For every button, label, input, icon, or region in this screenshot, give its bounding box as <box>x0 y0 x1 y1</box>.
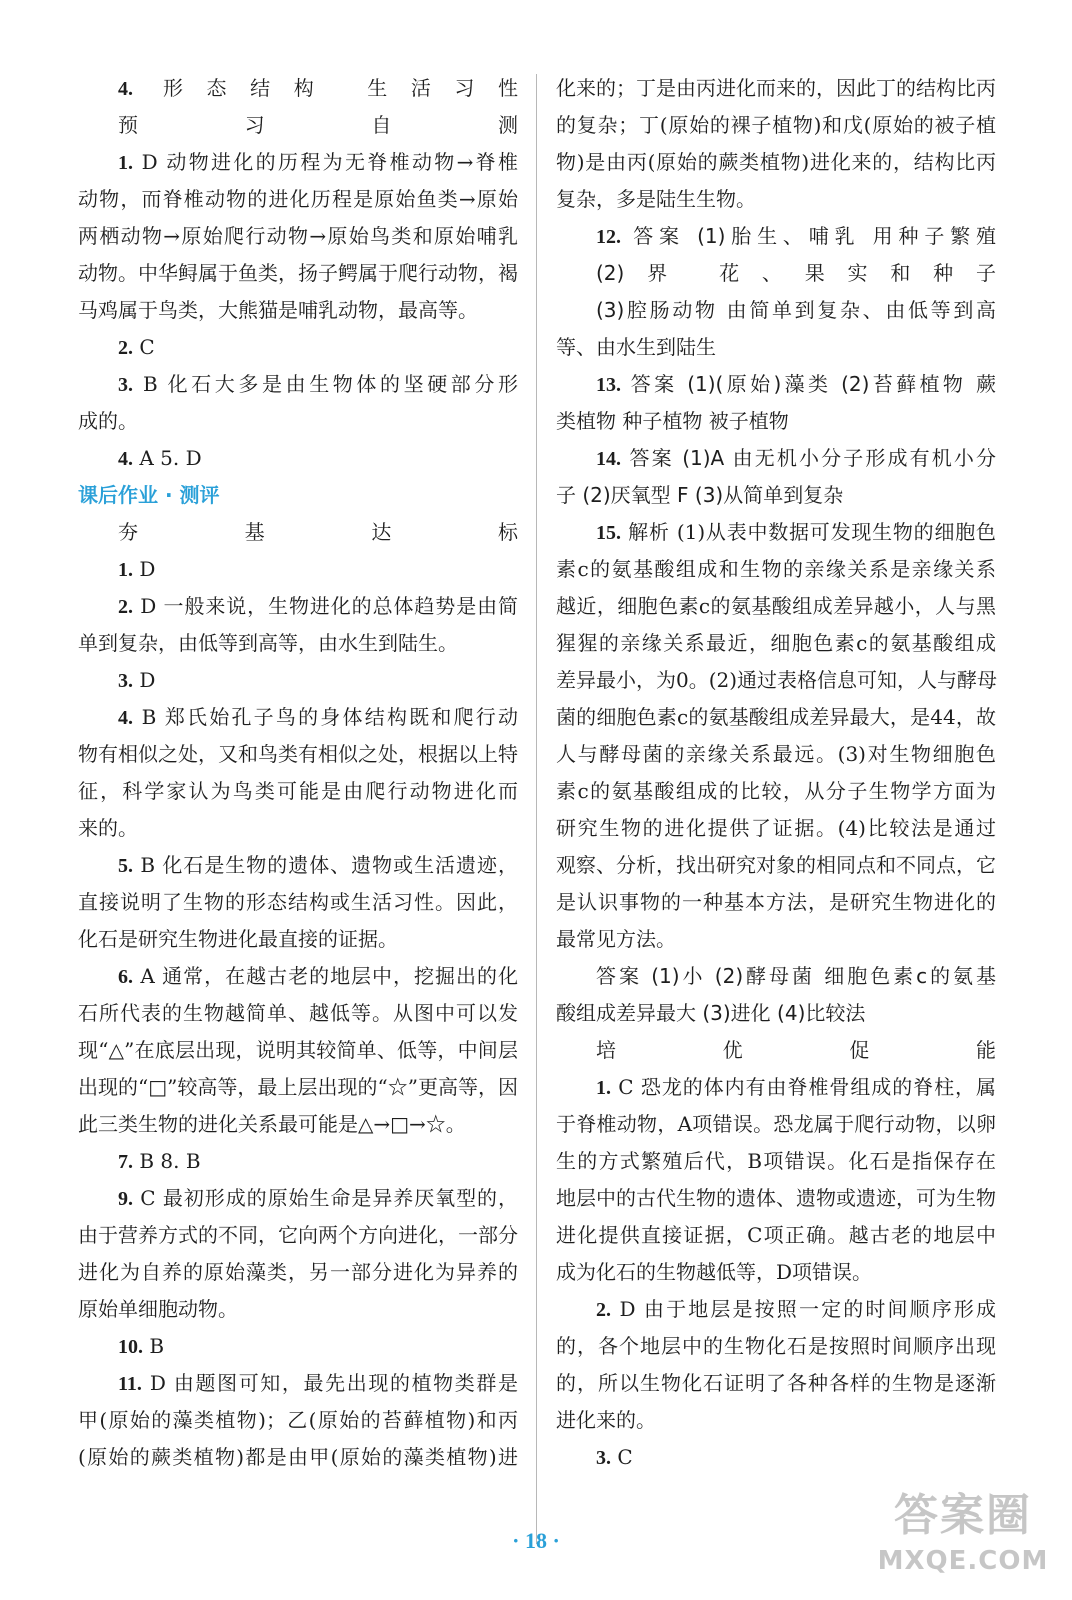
text-line <box>78 1328 518 1365</box>
text-line <box>78 810 518 847</box>
text-line <box>78 1402 518 1439</box>
line-text: 出现的“□”较高等，最上层出现的“☆”更高等，因 <box>78 1075 518 1099</box>
question-number: 6. <box>118 966 133 988</box>
question-number: 5. <box>118 855 133 877</box>
line-text: 进化来的。 <box>556 1408 656 1432</box>
line-text: 解析 (1)从表中数据可发现生物的细胞色 <box>621 520 996 544</box>
text-line <box>78 1143 518 1180</box>
line-text: 化来的；丁是由丙进化而来的，因此丁的结构比丙 <box>556 76 996 100</box>
line-text: 物有相似之处，又和鸟类有相似之处，根据以上特 <box>78 742 518 766</box>
subheading-line <box>556 477 996 514</box>
text-line <box>78 662 518 699</box>
line-text: 直接说明了生物的形态结构或生活习性。因此， <box>78 890 518 914</box>
line-text: 原始单细胞动物。 <box>78 1297 238 1321</box>
text-line <box>556 921 996 958</box>
line-text: 征，科学家认为鸟类可能是由爬行动物进化而 <box>78 779 518 803</box>
question-number: 10. <box>118 1336 143 1358</box>
line-text: 答案 (1)小 (2)酵母菌 细胞色素c的氨基 <box>596 964 996 988</box>
line-text: 是认识事物的一种基本方法，是研究生物进化的 <box>556 890 996 914</box>
text-line <box>78 921 518 958</box>
line-text: B 郑氏始孔子鸟的身体结构既和爬行动 <box>133 705 518 729</box>
line-text: 进化提供直接证据，C项正确。越古老的地层中 <box>556 1223 996 1247</box>
question-number: 3. <box>118 670 133 692</box>
text-line <box>556 1365 996 1402</box>
line-text: 最常见方法。 <box>556 927 676 951</box>
text-line <box>78 588 518 625</box>
question-number: 14. <box>596 448 621 470</box>
text-line <box>556 625 996 662</box>
line-text: 答案 (1)胎生、哺乳 用种子繁殖 <box>621 224 996 248</box>
line-text: 现“△”在底层出现，说明其较简单、低等，中间层 <box>78 1038 518 1062</box>
watermark-logo <box>868 1488 1058 1588</box>
line-text: 菌的细胞色素c的氨基酸组成差异最大，是44，故 <box>556 705 996 729</box>
line-text: 酸组成差异最大 (3)进化 (4)比较法 <box>556 1001 866 1025</box>
subheading-line <box>556 1032 996 1069</box>
text-line <box>78 1217 518 1254</box>
text-line <box>78 440 518 477</box>
line-text: C <box>133 335 155 359</box>
text-line <box>556 181 996 218</box>
line-text: D 动物进化的历程为无脊椎动物→脊椎 <box>133 150 518 174</box>
question-number: 11. <box>118 1373 142 1395</box>
question-number: 15. <box>596 522 621 544</box>
text-line <box>556 144 996 181</box>
text-line <box>78 625 518 662</box>
question-number: 9. <box>118 1188 133 1210</box>
subheading-line <box>78 514 518 551</box>
question-number: 12. <box>596 226 621 248</box>
text-line <box>556 847 996 884</box>
line-text: A 5. D <box>133 446 202 470</box>
text-line <box>78 1439 518 1476</box>
text-line <box>556 1143 996 1180</box>
text-line <box>556 1291 996 1328</box>
text-line <box>78 773 518 810</box>
text-line <box>556 1254 996 1291</box>
text-line <box>78 292 518 329</box>
line-text: 由于营养方式的不同，它向两个方向进化，一部分 <box>78 1223 518 1247</box>
text-line <box>78 1032 518 1069</box>
line-text: 动物，而脊椎动物的进化历程是原始鱼类→原始 <box>78 187 518 211</box>
text-line <box>78 181 518 218</box>
line-text: 素c的氨基酸组成和生物的亲缘关系是亲缘关系 <box>556 557 996 581</box>
line-text: 类植物 种子植物 被子植物 <box>556 409 789 433</box>
line-text: 于脊椎动物，A项错误。恐龙属于爬行动物，以卵 <box>556 1112 996 1136</box>
text-line <box>78 1254 518 1291</box>
subheading-line <box>556 403 996 440</box>
line-text: A 通常，在越古老的地层中，挖掘出的化 <box>133 964 518 988</box>
line-text: 形态结构 生活习性 <box>133 76 518 100</box>
text-line <box>78 218 518 255</box>
watermark-url: MXQE.COM <box>877 1546 1049 1576</box>
text-line <box>556 107 996 144</box>
question-number: 7. <box>118 1151 133 1173</box>
text-line <box>78 144 518 181</box>
text-line <box>556 810 996 847</box>
text-line <box>78 1106 518 1143</box>
text-line <box>556 1106 996 1143</box>
subheading-line <box>78 70 518 107</box>
question-number: 3. <box>118 374 133 396</box>
line-text: 物)是由丙(原始的蕨类植物)进化来的，结构比丙 <box>556 150 996 174</box>
line-text: (原始的蕨类植物)都是由甲(原始的藻类植物)进 <box>78 1445 518 1469</box>
subheading-line <box>556 218 996 255</box>
question-number: 1. <box>118 559 133 581</box>
text-line <box>78 1069 518 1106</box>
line-text: 单到复杂，由低等到高等，由水生到陆生。 <box>78 631 458 655</box>
line-text: 来的。 <box>78 816 138 840</box>
line-text: 化石是研究生物进化最直接的证据。 <box>78 927 398 951</box>
subheading-line <box>556 255 996 292</box>
line-text: D 由于地层是按照一定的时间顺序形成 <box>611 1297 996 1321</box>
line-text: D 一般来说，生物进化的总体趋势是由简 <box>133 594 518 618</box>
line-text: 生的方式繁殖后代，B项错误。化石是指保存在 <box>556 1149 996 1173</box>
page-number: · 18 · <box>512 1528 560 1553</box>
question-number: 3. <box>596 1447 611 1469</box>
text-line <box>78 995 518 1032</box>
line-text: D <box>133 557 156 581</box>
line-text: C 最初形成的原始生命是异养厌氧型的， <box>133 1186 518 1210</box>
question-number: 4. <box>118 707 133 729</box>
text-line <box>556 514 996 551</box>
line-text: 研究生物的进化提供了证据。(4)比较法是通过 <box>556 816 996 840</box>
line-text: 成的。 <box>78 409 138 433</box>
line-text: 甲(原始的藻类植物)；乙(原始的苔藓植物)和丙 <box>78 1408 518 1432</box>
question-number: 2. <box>118 337 133 359</box>
line-text: 预习自测 <box>118 113 518 137</box>
subheading-line <box>556 995 996 1032</box>
line-text: 两栖动物→原始爬行动物→原始鸟类和原始哺乳 <box>78 224 518 248</box>
text-line <box>556 884 996 921</box>
text-line <box>556 1069 996 1106</box>
text-line <box>556 1402 996 1439</box>
line-text: 观察、分析，找出研究对象的相同点和不同点，它 <box>556 853 996 877</box>
text-line <box>78 699 518 736</box>
text-line <box>78 255 518 292</box>
text-line <box>78 1291 518 1328</box>
line-text: C 恐龙的体内有由脊椎骨组成的脊柱，属 <box>611 1075 996 1099</box>
line-text: B <box>143 1334 165 1358</box>
line-text: C <box>611 1445 633 1469</box>
line-text: 地层中的古代生物的遗体、遗物或遗迹，可为生物 <box>556 1186 996 1210</box>
subheading-line <box>556 440 996 477</box>
line-text: 的复杂；丁(原始的裸子植物)和戊(原始的被子植 <box>556 113 996 137</box>
text-line <box>78 884 518 921</box>
text-line <box>556 1328 996 1365</box>
text-line <box>556 1439 996 1476</box>
line-text: 差异最小，为0。(2)通过表格信息可知，人与酵母 <box>556 668 998 692</box>
column-divider <box>536 74 537 1544</box>
text-line <box>556 699 996 736</box>
text-line <box>78 329 518 366</box>
subheading-line <box>556 366 996 403</box>
watermark-mark: 答案圈 <box>894 1490 1032 1541</box>
text-line <box>556 551 996 588</box>
text-line <box>78 958 518 995</box>
section-heading <box>78 477 518 514</box>
line-text: 此三类生物的进化关系最可能是△→□→☆。 <box>78 1112 466 1136</box>
text-line <box>556 773 996 810</box>
question-number: 2. <box>118 596 133 618</box>
subheading-line <box>556 292 996 329</box>
line-text: 素c的氨基酸组成的比较，从分子生物学方面为 <box>556 779 996 803</box>
line-text: 人与酵母菌的亲缘关系最远。(3)对生物细胞色 <box>556 742 996 766</box>
line-text: (2)界 花、果实和种子 <box>596 261 996 285</box>
left-column <box>78 70 518 1476</box>
text-line <box>556 1217 996 1254</box>
text-line <box>78 1180 518 1217</box>
line-text: 子 (2)厌氧型 F (3)从简单到复杂 <box>556 483 844 507</box>
line-text: 成为化石的生物越低等，D项错误。 <box>556 1260 873 1284</box>
line-text: 猩猩的亲缘关系最近，细胞色素c的氨基酸组成 <box>556 631 996 655</box>
line-text: 动物。中华鲟属于鱼类，扬子鳄属于爬行动物，褐 <box>78 261 518 285</box>
text-line <box>78 736 518 773</box>
text-line <box>556 662 996 699</box>
text-line <box>556 588 996 625</box>
question-number: 2. <box>596 1299 611 1321</box>
line-text: B 8. B <box>133 1149 201 1173</box>
line-text: B 化石大多是由生物体的坚硬部分形 <box>133 372 518 396</box>
text-line <box>556 70 996 107</box>
subheading-line <box>78 107 518 144</box>
line-text: 课后作业 · 测评 <box>78 483 220 507</box>
line-text: D <box>133 668 156 692</box>
subheading-line <box>556 329 996 366</box>
line-text: 夯基达标 <box>118 520 518 544</box>
text-line <box>78 366 518 403</box>
line-text: 石所代表的生物越简单、越低等。从图中可以发 <box>78 1001 518 1025</box>
line-text: 越近，细胞色素c的氨基酸组成差异越小，人与黑 <box>556 594 996 618</box>
line-text: D 由题图可知，最先出现的植物类群是 <box>141 1371 518 1395</box>
line-text: 复杂，多是陆生生物。 <box>556 187 756 211</box>
question-number: 1. <box>596 1077 611 1099</box>
line-text: 的，所以生物化石证明了各种各样的生物是逐渐 <box>556 1371 996 1395</box>
question-number: 13. <box>596 374 621 396</box>
line-text: 的，各个地层中的生物化石是按照时间顺序出现 <box>556 1334 996 1358</box>
question-number: 4. <box>118 78 133 100</box>
line-text: 答案 (1)(原始)藻类 (2)苔藓植物 蕨 <box>621 372 996 396</box>
text-line <box>78 551 518 588</box>
line-text: (3)腔肠动物 由简单到复杂、由低等到高 <box>596 298 996 322</box>
line-text: B 化石是生物的遗体、遗物或生活遗迹， <box>133 853 518 877</box>
text-line <box>78 1365 518 1402</box>
text-line <box>78 403 518 440</box>
text-line <box>78 847 518 884</box>
line-text: 进化为自养的原始藻类，另一部分进化为异养的 <box>78 1260 518 1284</box>
question-number: 1. <box>118 152 133 174</box>
text-line <box>556 1180 996 1217</box>
line-text: 马鸡属于鸟类，大熊猫是哺乳动物，最高等。 <box>78 298 478 322</box>
line-text: 培优促能 <box>596 1038 996 1062</box>
line-text: 答案 (1)A 由无机小分子形成有机小分 <box>621 446 996 470</box>
right-column <box>556 70 996 1476</box>
text-line <box>556 736 996 773</box>
line-text: 等、由水生到陆生 <box>556 335 716 359</box>
question-number: 4. <box>118 448 133 470</box>
subheading-line <box>556 958 996 995</box>
